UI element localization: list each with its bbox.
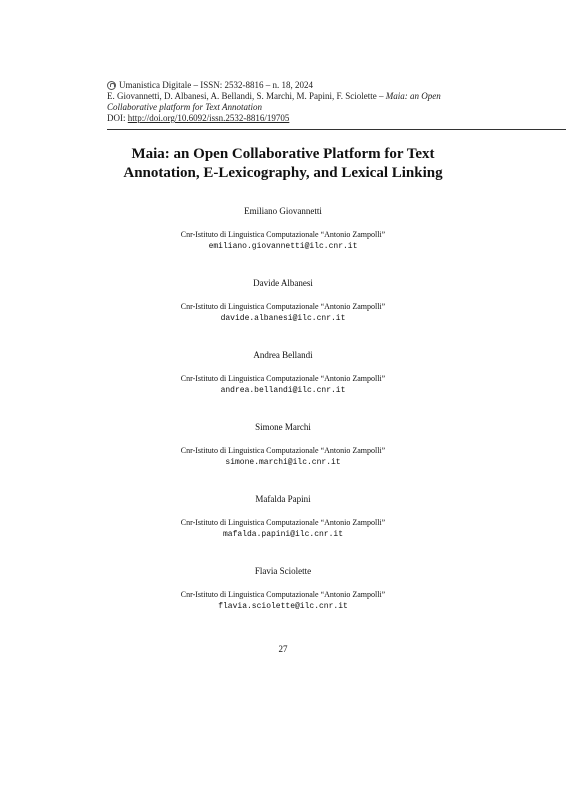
author-block [0, 422, 566, 468]
citation-authors: E. Giovannetti, D. Albanesi, A. Bellandi, S. Marchi, M. Papini, F. Sciolette – [107, 91, 386, 101]
author-affiliation: Cnr-Istituto di Linguistica Computazionale “Antonio Zampolli” [180, 374, 386, 383]
paper-title [0, 145, 566, 183]
author-name: Davide Albanesi [253, 278, 313, 288]
author-name: Emiliano Giovannetti [244, 206, 322, 216]
journal-line [107, 80, 467, 91]
author-email[interactable]: simone.marchi@ilc.cnr.it [225, 458, 341, 467]
citation-title-part2: Collaborative platform for Text Annotation [107, 102, 263, 112]
author-affiliation: Cnr-Istituto di Linguistica Computazionale “Antonio Zampolli” [180, 302, 386, 311]
doi-label: DOI: [107, 113, 128, 123]
open-access-icon [107, 81, 116, 90]
citation-line-1 [107, 91, 467, 102]
author-name: Flavia Sciolette [254, 566, 312, 576]
author-affiliation: Cnr-Istituto di Linguistica Computazionale “Antonio Zampolli” [180, 446, 386, 455]
journal-text: Umanistica Digitale – ISSN: 2532-8816 – n. 18, 2024 [119, 80, 313, 90]
citation-title-part1: Maia: an Open [385, 91, 441, 101]
author-block [0, 350, 566, 396]
author-email[interactable]: mafalda.papini@ilc.cnr.it [222, 530, 344, 539]
author-email[interactable]: emiliano.giovannetti@ilc.cnr.it [208, 242, 358, 251]
header-divider [107, 129, 566, 130]
author-affiliation: Cnr-Istituto di Linguistica Computazionale “Antonio Zampolli” [180, 230, 386, 239]
running-header [107, 80, 467, 124]
author-block [0, 278, 566, 324]
author-affiliation: Cnr-Istituto di Linguistica Computazionale “Antonio Zampolli” [180, 590, 386, 599]
doi-line [107, 113, 467, 124]
page-number: 27 [278, 644, 288, 654]
author-email[interactable]: flavia.sciolette@ilc.cnr.it [218, 602, 348, 611]
author-affiliation: Cnr-Istituto di Linguistica Computazionale “Antonio Zampolli” [180, 518, 386, 527]
author-block [0, 566, 566, 612]
doi-link[interactable]: http://doi.org/10.6092/issn.2532-8816/19705 [127, 113, 290, 123]
author-name: Simone Marchi [255, 422, 311, 432]
title-line-1: Maia: an Open Collaborative Platform for Text [131, 146, 435, 162]
author-name: Andrea Bellandi [253, 350, 313, 360]
author-block [0, 206, 566, 252]
title-line-2: Annotation, E-Lexicography, and Lexical Linking [123, 165, 443, 181]
author-block [0, 494, 566, 540]
author-email[interactable]: andrea.bellandi@ilc.cnr.it [220, 386, 346, 395]
author-name: Mafalda Papini [255, 494, 311, 504]
author-email[interactable]: davide.albanesi@ilc.cnr.it [220, 314, 346, 323]
